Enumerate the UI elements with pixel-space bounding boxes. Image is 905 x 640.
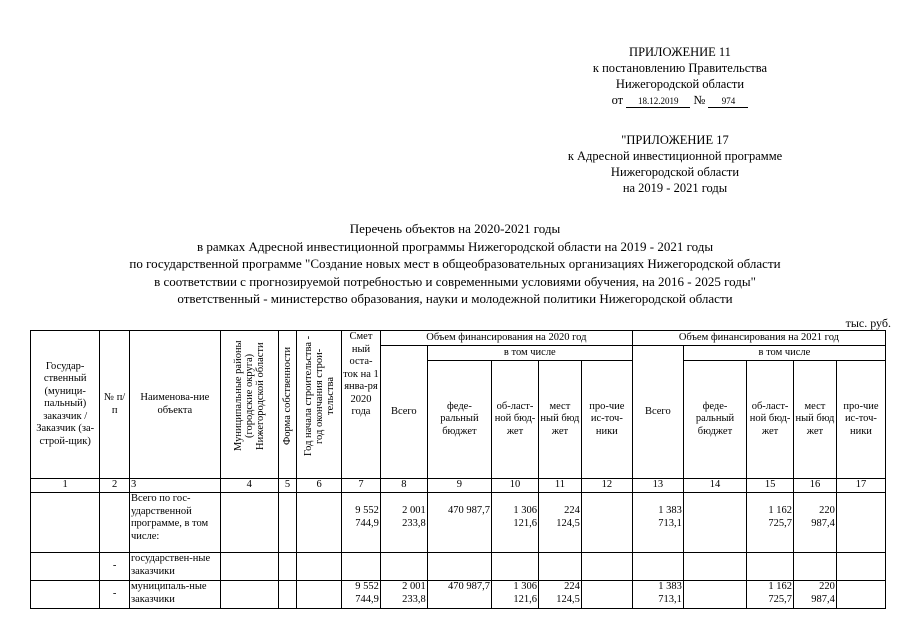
appendix-17-line3: Нижегородской области (610, 165, 740, 179)
row-regional-2020: 1 306 121,6 (492, 581, 539, 609)
col-number: 15 (747, 479, 794, 493)
header-districts: Муниципальные районы (городские округа) Нижегородской области (232, 340, 266, 452)
row-total-2021: 1 383 713,1 (632, 581, 683, 609)
units-label: тыс. руб. (845, 316, 891, 330)
appendix-11-block (560, 44, 800, 108)
col-number: 3 (129, 479, 220, 493)
row-estimate (342, 553, 381, 581)
col-number: 10 (492, 479, 539, 493)
row-other-2021 (836, 553, 885, 581)
col-number: 9 (427, 479, 491, 493)
header-years-cell (297, 331, 342, 479)
row-total-2021: 1 383 713,1 (632, 493, 683, 553)
decree-number: 974 (708, 96, 748, 108)
header-districts-cell (220, 331, 278, 479)
table-row (31, 581, 886, 609)
header-fin-2021: Объем финансирования на 2021 год (632, 331, 885, 346)
header-years: Год начала строительства - год окончания строи-тельства (302, 335, 336, 457)
row-federal-2021 (683, 581, 746, 609)
header-total-2021: Всего (632, 346, 683, 479)
title-line-1: Перечень объектов на 2020-2021 годы (349, 221, 561, 236)
header-regional-2020: об-ласт-ной бюд-жет (492, 361, 539, 479)
row-name: Всего по гос-ударственной программе, в том числе: (129, 493, 220, 553)
appendix-17-line4: на 2019 - 2021 годы (622, 181, 728, 195)
header-total-2020: Всего (380, 346, 427, 479)
row-local-2021: 220 987,4 (794, 581, 837, 609)
row-total-2020 (380, 553, 427, 581)
appendix-11-title: ПРИЛОЖЕНИЕ 11 (629, 45, 731, 59)
row-regional-2020: 1 306 121,6 (492, 493, 539, 553)
row-num: - (100, 581, 130, 609)
header-num: № п/п (100, 331, 130, 479)
header-incl-2020: в том числе (427, 346, 632, 361)
row-federal-2021 (683, 553, 746, 581)
appendix-11-line2: к постановлению Правительства (592, 61, 768, 75)
col-number: 16 (794, 479, 837, 493)
header-regional-2021: об-ласт-ной бюд-жет (747, 361, 794, 479)
header-federal-2020: феде-ральный бюджет (427, 361, 491, 479)
row-federal-2021 (683, 493, 746, 553)
header-estimate: Смет ный оста-ток на 1 янва-ря 2020 года (342, 331, 381, 479)
row-total-2020: 2 001 233,8 (380, 493, 427, 553)
header-name: Наименова-ние объекта (129, 331, 220, 479)
col-number: 12 (581, 479, 632, 493)
row-total-2021 (632, 553, 683, 581)
title-line-2: в рамках Адресной инвестиционной программы Нижегородской области на 2019 - 2021 годы (196, 238, 714, 254)
row-local-2020: 224 124,5 (538, 493, 581, 553)
document-title (20, 220, 890, 308)
header-local-2021: мест ный бюд жет (794, 361, 837, 479)
table-row (31, 493, 886, 553)
row-regional-2021 (747, 553, 794, 581)
header-other-2020: про-чие ис-точ-ники (581, 361, 632, 479)
row-name: государствен-ные заказчики (129, 553, 220, 581)
row-federal-2020: 470 987,7 (427, 581, 491, 609)
header-ownership: Форма собственности (282, 346, 294, 446)
decree-date: 18.12.2019 (626, 96, 690, 108)
row-estimate: 9 552 744,9 (342, 581, 381, 609)
row-num (100, 493, 130, 553)
col-number: 1 (31, 479, 100, 493)
number-label: № (693, 93, 706, 107)
row-other-2020 (581, 553, 632, 581)
appendix-11-date-line (560, 92, 800, 108)
col-number: 17 (836, 479, 885, 493)
col-number: 5 (278, 479, 296, 493)
financing-table (30, 330, 886, 609)
col-number: 14 (683, 479, 746, 493)
row-regional-2021: 1 162 725,7 (747, 493, 794, 553)
row-local-2021 (794, 553, 837, 581)
row-other-2021 (836, 493, 885, 553)
header-customer: Государ-ственный (муници-пальный) заказчик / Заказчик (за-строй-щик) (31, 331, 100, 479)
row-total-2020: 2 001 233,8 (380, 581, 427, 609)
appendix-17-block (540, 132, 810, 196)
row-estimate: 9 552 744,9 (342, 493, 381, 553)
appendix-11-line3: Нижегородской области (615, 77, 745, 91)
col-number: 4 (220, 479, 278, 493)
header-federal-2021: феде-ральный бюджет (683, 361, 746, 479)
row-federal-2020 (427, 553, 491, 581)
from-label: от (611, 93, 624, 107)
col-number: 6 (297, 479, 342, 493)
header-other-2021: про-чие ис-точ-ники (836, 361, 885, 479)
header-fin-2020: Объем финансирования на 2020 год (380, 331, 632, 346)
row-federal-2020: 470 987,7 (427, 493, 491, 553)
header-incl-2021: в том числе (683, 346, 885, 361)
col-number: 11 (538, 479, 581, 493)
row-regional-2020 (492, 553, 539, 581)
row-other-2020 (581, 581, 632, 609)
column-number-row (31, 479, 886, 493)
col-number: 13 (632, 479, 683, 493)
row-other-2021 (836, 581, 885, 609)
header-ownership-cell (278, 331, 296, 479)
row-local-2020: 224 124,5 (538, 581, 581, 609)
row-regional-2021: 1 162 725,7 (747, 581, 794, 609)
col-number: 2 (100, 479, 130, 493)
appendix-17-title: "ПРИЛОЖЕНИЕ 17 (621, 133, 729, 147)
row-local-2021: 220 987,4 (794, 493, 837, 553)
title-line-3: по государственной программе "Создание новых мест в общеобразовательных организациях Нижегородской области (129, 256, 781, 271)
header-local-2020: мест ный бюд жет (538, 361, 581, 479)
col-number: 7 (342, 479, 381, 493)
row-num: - (100, 553, 130, 581)
title-line-5: ответственный - министерство образования, науки и молодежной политики Нижегородской области (177, 291, 733, 306)
table-row (31, 553, 886, 581)
row-name: муниципаль-ные заказчики (129, 581, 220, 609)
title-line-4: в соответствии с прогнозируемой потребностью и современными условиями обучения, на 2016 - 2025 годы" (154, 273, 756, 289)
col-number: 8 (380, 479, 427, 493)
row-other-2020 (581, 493, 632, 553)
appendix-17-line2: к Адресной инвестиционной программе (567, 149, 783, 163)
row-local-2020 (538, 553, 581, 581)
